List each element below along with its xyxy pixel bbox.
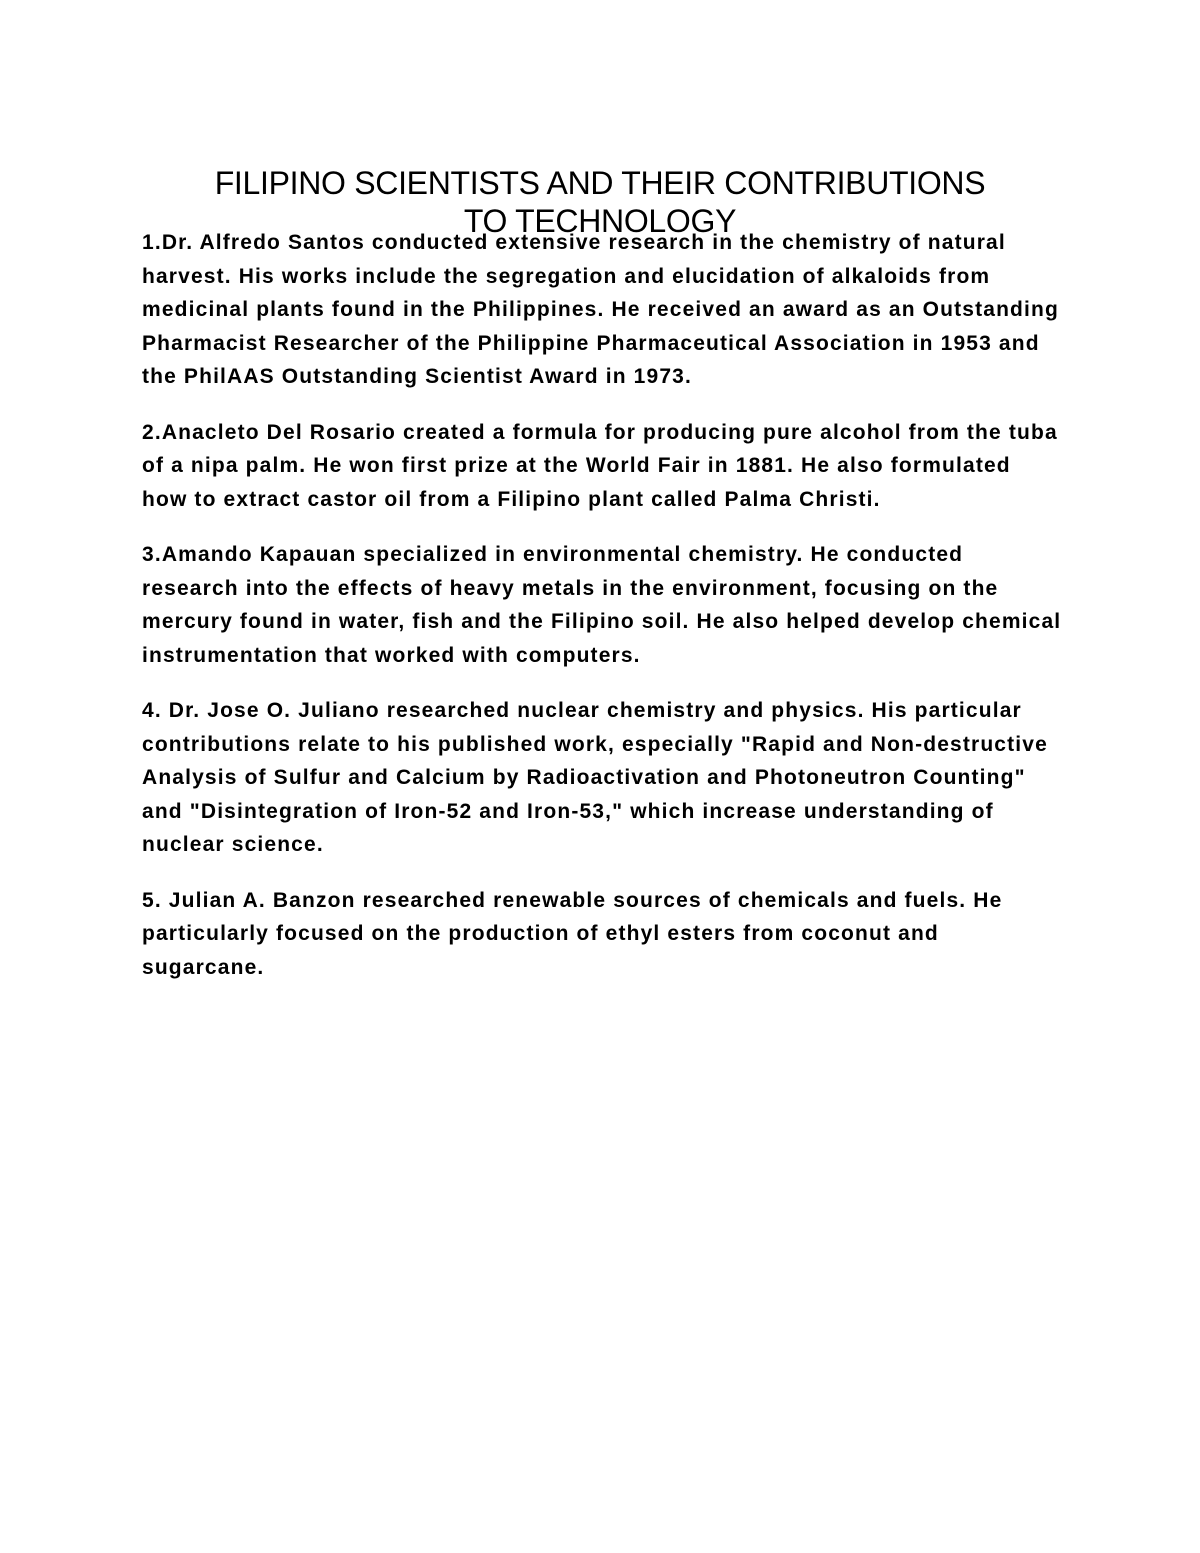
document-body [142, 226, 1062, 1006]
paragraph-jose-juliano: 4. Dr. Jose O. Juliano researched nuclear chemistry and physics. His particular contributions relate to his published work, especially "Rapid and Non-destructive Analysis of Sulfur and Calcium by Radioactivation and Photoneutron Counting" and "Disintegration of Iron-52 and Iron-53," which increase understanding of nuclear science. [142, 699, 1048, 856]
title-line-1: FILIPINO SCIENTISTS AND THEIR CONTRIBUTIONS [214, 165, 986, 202]
paragraph-anacleto-del-rosario: 2.Anacleto Del Rosario created a formula for producing pure alcohol from the tuba of a nipa palm. He won first prize at the World Fair in 1881. He also formulated how to extract castor oil from a Filipino plant called Palma Christi. [142, 420, 1058, 511]
paragraph-julian-banzon: 5. Julian A. Banzon researched renewable sources of chemicals and fuels. He particularly focused on the production of ethyl esters from coconut and sugarcane. [142, 888, 1003, 979]
paragraph-alfredo-santos: 1.Dr. Alfredo Santos conducted extensive research in the chemistry of natural harvest. His works include the segregation and elucidation of alkaloids from medicinal plants found in the Philippines. He received an award as an Outstanding Pharmacist Researcher of the Philippine Pharmaceutical Association in 1953 and the PhilAAS Outstanding Scientist Award in 1973. [142, 231, 1059, 388]
title-line-2: TO TECHNOLOGY [463, 203, 737, 240]
paragraph-amando-kapauan: 3.Amando Kapauan specialized in environmental chemistry. He conducted research into the effects of heavy metals in the environment, focusing on the mercury found in water, fish and the Filipino soil. He also helped develop chemical instrumentation that worked with computers. [142, 543, 1062, 667]
